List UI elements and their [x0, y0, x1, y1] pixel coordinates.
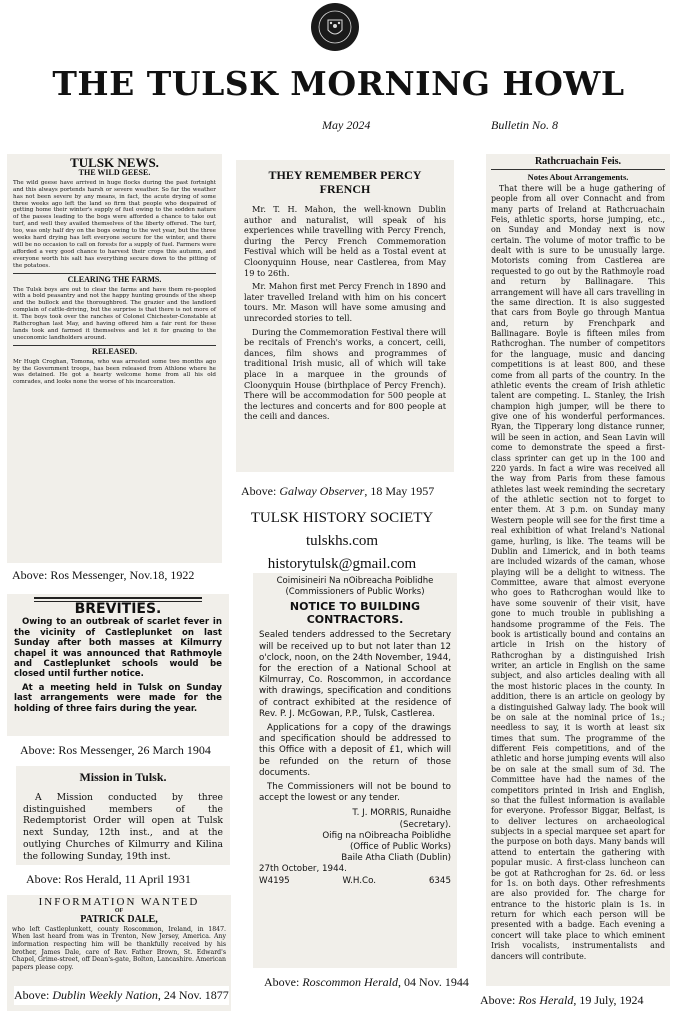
- paragraph: Mr. Mahon first met Percy French in 1890 and later travelled Ireland with him on his concert tours. Mr. Mason will have some amusing and unrecorded stories to tell.: [244, 281, 446, 323]
- paragraph: Mr Hugh Croghan, Tomona, who was arrested some two months ago by the Government troops, has been released from Athlone where he was detained. He got a hearty welcome home from all his old comrades, and looks none the worse of his incarceration.: [13, 358, 216, 386]
- caption: Above: Ros Messenger, Nov.18, 1922: [12, 568, 195, 582]
- clipping-headline: NOTICE TO BUILDING CONTRACTORS.: [289, 600, 421, 627]
- caption: [241, 484, 434, 499]
- caption-source: Roscommon Herald: [302, 975, 398, 989]
- caption-source: Galway Observer: [279, 484, 365, 498]
- paragraph: Sealed tenders addressed to the Secretary will be received up to but not later than 12 o'clock, noon, on the 24th November, 1944, for the erection of a National School at Kilmurray, Co. Roscommon, in accordance with drawings, specification and conditions of contract exhibited at the residence of Rev. P. J. McGowan, P.P., Tulsk, Castlerea.: [259, 630, 451, 719]
- clipping-notice-to-contractors: [253, 573, 457, 968]
- caption: [264, 972, 474, 992]
- caption: Above: Ros Messenger, 26 March 1904: [20, 743, 211, 757]
- paragraph: The Commissioners will not be bound to accept the lowest or any tender.: [259, 782, 451, 804]
- clipping-percy-french: [236, 160, 454, 472]
- society-name: TULSK HISTORY SOCIETY: [250, 510, 434, 526]
- section-heading: THE WILD GEESE.: [78, 167, 151, 177]
- caption-date: , 19 July, 1924: [573, 993, 644, 1007]
- irish-heading: Coimisineiri Na nOibreacha Poiblidhe: [276, 576, 434, 586]
- ref-company: W.H.Co.: [342, 875, 377, 886]
- caption-prefix: Above:: [14, 988, 53, 1002]
- paragraph: Applications for a copy of the drawings and specification should be addressed to this Office with a deposit of £1, which will be refunded on the return of those documents.: [259, 723, 451, 778]
- caption: [14, 986, 229, 1005]
- society-logo: [310, 2, 360, 52]
- caption-source: Dublin Weekly Nation: [52, 988, 158, 1002]
- society-website[interactable]: tulskhs.com: [305, 533, 379, 549]
- english-heading: (Commissioners of Public Works): [285, 587, 425, 598]
- caption-prefix: Above:: [264, 975, 303, 989]
- section-heading: RELEASED.: [91, 346, 138, 356]
- section-heading: CLEARING THE FARMS.: [67, 274, 162, 284]
- office-irish: Oifig na nOibreacha Poiblidhe: [322, 830, 451, 841]
- office-english: (Office of Public Works): [349, 842, 451, 853]
- clipping-headline: INFORMATION WANTED: [38, 896, 200, 908]
- society-email[interactable]: historytulsk@gmail.com: [267, 556, 417, 572]
- person-name: PATRICK DALE,: [80, 914, 158, 926]
- clipping-headline: BREVITIES.: [74, 601, 162, 617]
- caption-source: Ros Herald: [518, 993, 574, 1007]
- paragraph: The Tulsk boys are out to clear the farms and have them re-peopled with a bold peasantry and not the happy hunting grounds of the sheep and the bullock and the thoroughbred. The grazier and the landlord complain of cattle-driving, but the surprise is that there is not more of it. The boys took over the ranches of Colonel Chichester-Constable at Rathcroghan last May, and having offered him a fair rent for these lands took and farmed it themselves and let it for grazing to the uneconomic landholders around.: [13, 286, 216, 341]
- masthead-date: May 2024: [322, 118, 371, 132]
- section-heading: Notes About Arrangements.: [527, 172, 629, 183]
- clipping-headline: THEY REMEMBER PERCY FRENCH: [268, 168, 422, 196]
- notice-date: 27th October, 1944.: [259, 864, 347, 875]
- clipping-rathcruachain-feis: [486, 154, 670, 986]
- paragraph: That there will be a huge gathering of people from all over Connacht and from many parts of Ireland at Rathcruachain Feis, athletic sports, horse jumping, etc., on Sunday and Monday next is now certain. The volume of motor traffic to be dealt with is sure to be unusually large. Motorists coming from Castlerea are requested to go out by the Rathmoyle road and return by Ballinagare. This arrangement will have all cars travelling in the same direction. It is also suggested that cars from Boyle go through Mantua and, return by Frenchpark and Ballinagare. Boyle is fifteen miles from Rathcroghan. The number of competitors for the language, music and dancing competitions is at least 800, and these come from all parts of the country. In the athletic events the cream of Irish athletic talent are competing. L. Stanley, the Irish champion high jumper, will be there to give one of his wonderful performances. Ryan, the Tipperary long distance runner, will be seen in action, and Sean Lavin will come to demonstrate the speed a first-class sprinter can get up in the 100 and 220 yards. In fact a wire was received all the way from Paris from these famous athletes last week reminding the secretary of the athletic section not to forget to enter them. At 3 p.m. on Sunday many Western people will see for the first time a real exhibition of what Ireland's National game, hurling, is like. The teams will be Dublin and Limerick, and in both teams are included wizards of the caman, whose playing will be a delight to witness. The Committee, aware that almost everyone who goes to Rathcroghan would like to have some souvenir of their visit, have gone to much trouble in publishing a handsome programme of the Feis. The book is artistically bound and contains an article in Irish on the history of Rathcroghan by a distinguished Irish writer, an article in English on the same subject, and also articles dealing with all the most historic places in the county. In addition, there is an article on geology by a distinguished Galway lady. The book will be on sale at the nominal price of 1s.; needless to say, it is worth at least six times that sum. The programme of the different Feis competitions, and of the athletic and horse jumping events will also be on sale at the small sum of 3d. The Committee have had the names of the competitors printed in Irish and English, so that the fullest information is available for everyone. Professor Biggar, Belfast, is to deliver lectures on archaeological subjects in a special marquee set apart for the purpose on both days. Many bands will attend to entertain the gathering with popular music. A first-class luncheon can be got at Rathcroghan for 2s. 6d. or less for 1s. on both days. Other refreshments are also provided for. The charge for entrance to the historic plain is 1s. in return for which each person will be presented with a badge. Each evening a concert will take place to which eminent Irish vocalists, instrumentalists and dancers will contribute.: [491, 183, 665, 961]
- paragraph: At a meeting held in Tulsk on Sunday last arrangements were made for the holding of three fairs during the year.: [14, 682, 222, 714]
- clipping-brevities: [7, 594, 229, 736]
- bulletin-number: Bulletin No. 8: [491, 118, 558, 132]
- signature-title: (Secretary).: [399, 819, 451, 830]
- paragraph: who left Castleplunkett, county Roscommon, Ireland, in 1847. When last heard from was in Trenton, New Jersey, America. Any information respecting him will be thankfully received by his brother, James Dale, care of Rev. Father Brown, St. Edward's Chapel, Grime-street, off Dean's-gate, Bolton, Lancashire. American papers please copy.: [12, 925, 226, 971]
- paragraph: The wild geese have arrived in huge flocks during the past fortnight and this always portends harsh or severe weather. So far the weather has not been severe by any means, in fact, the acute drying of some three weeks ago left the land so firm that people who despaired of getting home their winter's supply of fuel owing to the sodden nature of the passes leading to the bogs were afforded a chance to take out turf, and well they availed themselves of the liberty offered. The turf, too, was only half dry on the bogs owing to the wet year, but the three weeks hard drying has left everyone secure for the winter, and there will be no occasion to call on forests for a supply of fuel. Farmers were afforded a very good chance to harvest their crops this autumn, and everyone worth his salt has everything secure down to the pitting of the potatoes.: [13, 179, 216, 269]
- masthead-title: THE TULSK MORNING HOWL: [52, 64, 625, 103]
- office-city: Baile Atha Cliath (Dublin): [341, 853, 451, 864]
- clipping-tulsk-news: [7, 154, 222, 563]
- paragraph: Owing to an outbreak of scarlet fever in the vicinity of Castleplunket on last Sunday after both masses at Kilmurry chapel it was announced that Rathmoyle and Castleplunket schools would be closed until further notice.: [14, 617, 222, 680]
- clipping-subheading: OF: [114, 907, 124, 914]
- ref-number: W4195: [259, 875, 290, 886]
- paragraph: Mr. T. H. Mahon, the well-known Dublin author and naturalist, will speak of his experiences while travelling with Percy French, during the Percy French Commemoration Festival which will be held as a Tostal event at Cloonyquinn House, near Castlerea, from May 19 to 26th.: [244, 204, 446, 278]
- caption-prefix: Above:: [480, 993, 519, 1007]
- caption: [480, 993, 644, 1008]
- ref-code: 6345: [428, 875, 451, 886]
- clipping-headline: Mission in Tulsk.: [79, 770, 167, 784]
- clipping-mission-in-tulsk: [16, 766, 230, 865]
- seal-icon: [310, 2, 360, 52]
- caption-date: , 24 Nov. 1877: [157, 988, 229, 1002]
- caption-date: , 18 May 1957: [364, 484, 435, 498]
- clipping-headline: Rathcruachain Feis.: [534, 156, 622, 167]
- caption: Above: Ros Herald, 11 April 1931: [26, 872, 191, 886]
- society-info: [226, 510, 458, 573]
- caption-prefix: Above:: [241, 484, 280, 498]
- paragraph: A Mission conducted by three distinguished members of the Redemptorist Order will open at Tulsk next Sunday, 12th inst., and at the outlying Churches of Kilmurry and Kilina the following Sunday, 19th inst.: [23, 791, 223, 862]
- paragraph: During the Commemoration Festival there will be recitals of French's works, a concert, ceili, dances, film shows and programmes of traditional Irish music, all of which will take place in a marquee in the grounds of Cloonyquin House (birthplace of Percy French). There will be accommodation for 500 people at the lectures and concerts and for 800 people at the ceili and dances.: [244, 326, 446, 422]
- signature: T. J. MORRIS, Runaidhe: [352, 808, 451, 819]
- clipping-headline: TULSK NEWS.: [70, 155, 159, 170]
- caption-date: , 04 Nov. 1944: [397, 975, 469, 989]
